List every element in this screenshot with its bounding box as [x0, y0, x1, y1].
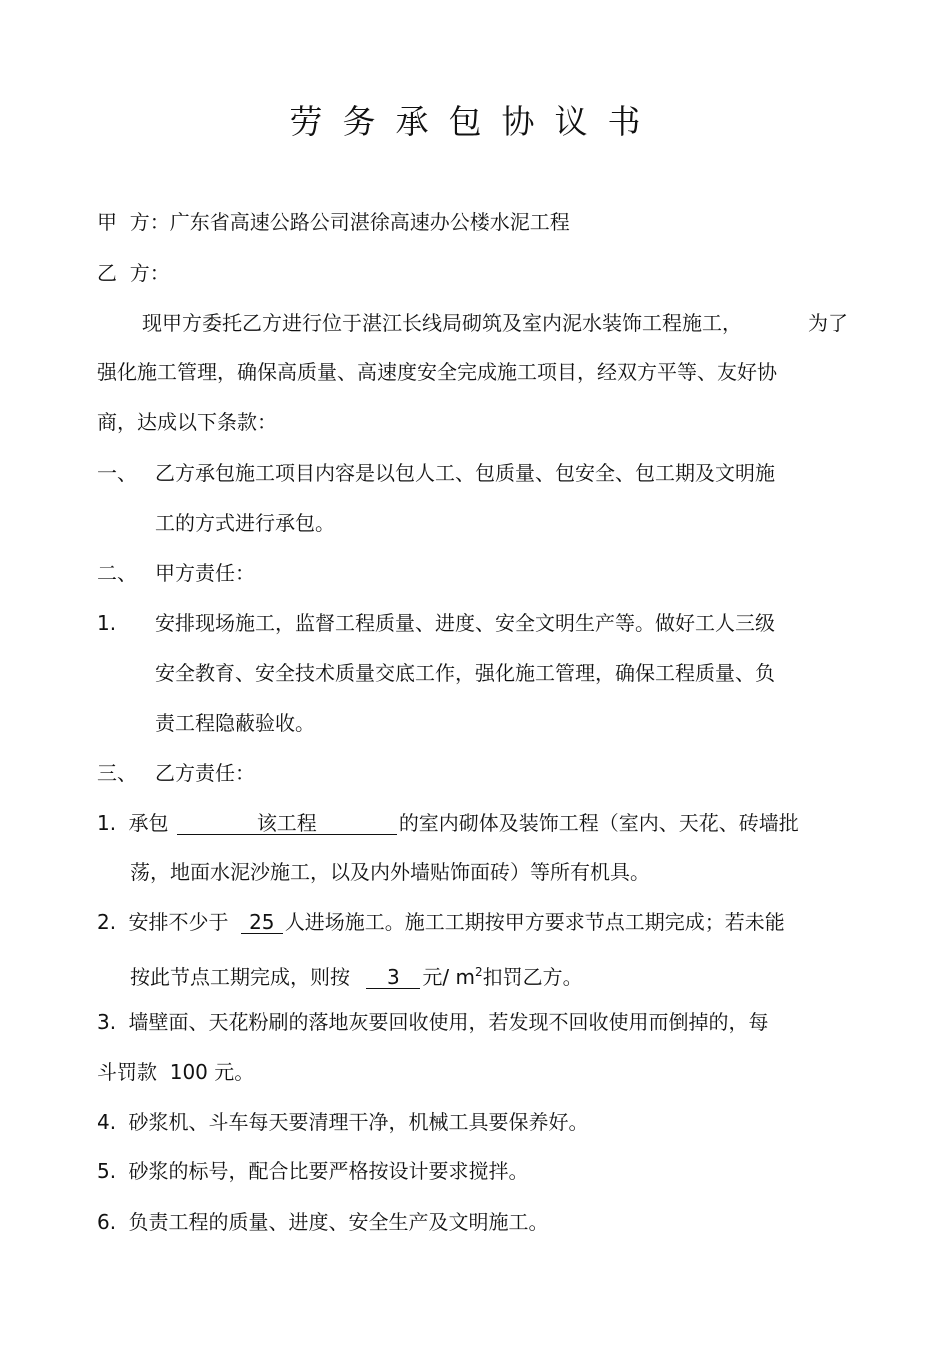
- party-a-value: 广东省高速公路公司湛徐高速办公楼水泥工程: [169, 210, 570, 234]
- penalty-amount-blank: 3: [366, 966, 420, 989]
- contract-scope-blank: 该工程: [177, 812, 397, 835]
- section-1-line-2: 工的方式进行承包。: [155, 511, 335, 535]
- penalty-suffix: 扣罚乙方。: [482, 965, 583, 989]
- party-b-duty-6: [97, 1208, 548, 1236]
- party-b-duty-2-number: 2.: [97, 910, 117, 934]
- party-a-label: 甲 方：: [97, 210, 170, 234]
- party-b-duty-1-suffix: 的室内砌体及装饰工程（室内、天花、砖墙批: [398, 811, 799, 835]
- party-b-duty-2: [97, 908, 785, 936]
- worker-count-blank: 25: [241, 911, 283, 934]
- section-1-line-1: 乙方承包施工项目内容是以包人工、包质量、包安全、包工期及文明施: [155, 461, 775, 485]
- party-b-duty-6-number: 6.: [97, 1210, 117, 1234]
- section-1-number: 一、: [97, 461, 137, 485]
- section-2-number: 二、: [97, 561, 137, 585]
- party-b-duty-3-number: 3.: [97, 1010, 117, 1034]
- penalty-unit: 元/ m: [422, 965, 475, 989]
- party-b-duty-2-line-2: [130, 958, 583, 991]
- section-3-number: 三、: [97, 761, 137, 785]
- party-b-label: 乙 方：: [97, 261, 170, 285]
- document-title: 劳务承包协议书: [289, 102, 661, 141]
- intro-line-2: 强化施工管理，确保高质量、高速度安全完成施工项目，经双方平等、友好协: [97, 360, 777, 384]
- party-b-duty-1-prefix: 承包: [128, 811, 169, 835]
- section-3-heading: 乙方责任：: [155, 761, 255, 785]
- party-b-duty-3: [97, 1008, 768, 1036]
- party-a-duty-1-line-1: 安排现场施工，监督工程质量、进度、安全文明生产等。做好工人三级: [155, 611, 775, 635]
- intro-line-1: 现甲方委托乙方进行位于湛江长线局砌筑及室内泥水装饰工程施工，: [142, 311, 742, 335]
- party-b-duty-2-suffix: 人进场施工。施工工期按甲方要求节点工期完成；若未能: [284, 910, 785, 934]
- intro-line-1-end: 为了: [808, 311, 848, 335]
- party-a: [97, 208, 570, 236]
- party-b-duty-3-line-1: 墙壁面、天花粉刷的落地灰要回收使用，若发现不回收使用而倒掉的，每: [128, 1010, 769, 1034]
- party-b-duty-5: [97, 1157, 528, 1185]
- party-b-duty-2-prefix: 安排不少于: [128, 910, 229, 934]
- party-b-duty-3-line-2: 斗罚款 100 元。: [97, 1060, 255, 1084]
- penalty-prefix: 按此节点工期完成，则按: [130, 965, 350, 989]
- party-b-duty-1-number: 1.: [97, 811, 117, 835]
- party-a-duty-1-number: 1.: [97, 611, 117, 635]
- section-2-heading: 甲方责任：: [155, 561, 255, 585]
- penalty-unit-exponent: 2: [474, 965, 483, 979]
- intro-line-3: 商，达成以下条款：: [97, 410, 277, 434]
- party-b: [97, 259, 170, 287]
- party-b-duty-5-text: 砂浆的标号，配合比要严格按设计要求搅拌。: [128, 1159, 529, 1183]
- party-b-duty-5-number: 5.: [97, 1159, 117, 1183]
- party-b-duty-4: [97, 1108, 588, 1136]
- party-b-duty-4-number: 4.: [97, 1110, 117, 1134]
- party-b-duty-4-text: 砂浆机、斗车每天要清理干净，机械工具要保养好。: [128, 1110, 589, 1134]
- party-a-duty-1-line-2: 安全教育、安全技术质量交底工作，强化施工管理，确保工程质量、负: [155, 661, 775, 685]
- party-b-duty-1-line-2: 荡，地面水泥沙施工，以及内外墙贴饰面砖）等所有机具。: [130, 860, 650, 884]
- party-b-duty-1: [97, 809, 799, 837]
- party-b-duty-6-text: 负责工程的质量、进度、安全生产及文明施工。: [128, 1210, 549, 1234]
- party-a-duty-1-line-3: 责工程隐蔽验收。: [155, 711, 315, 735]
